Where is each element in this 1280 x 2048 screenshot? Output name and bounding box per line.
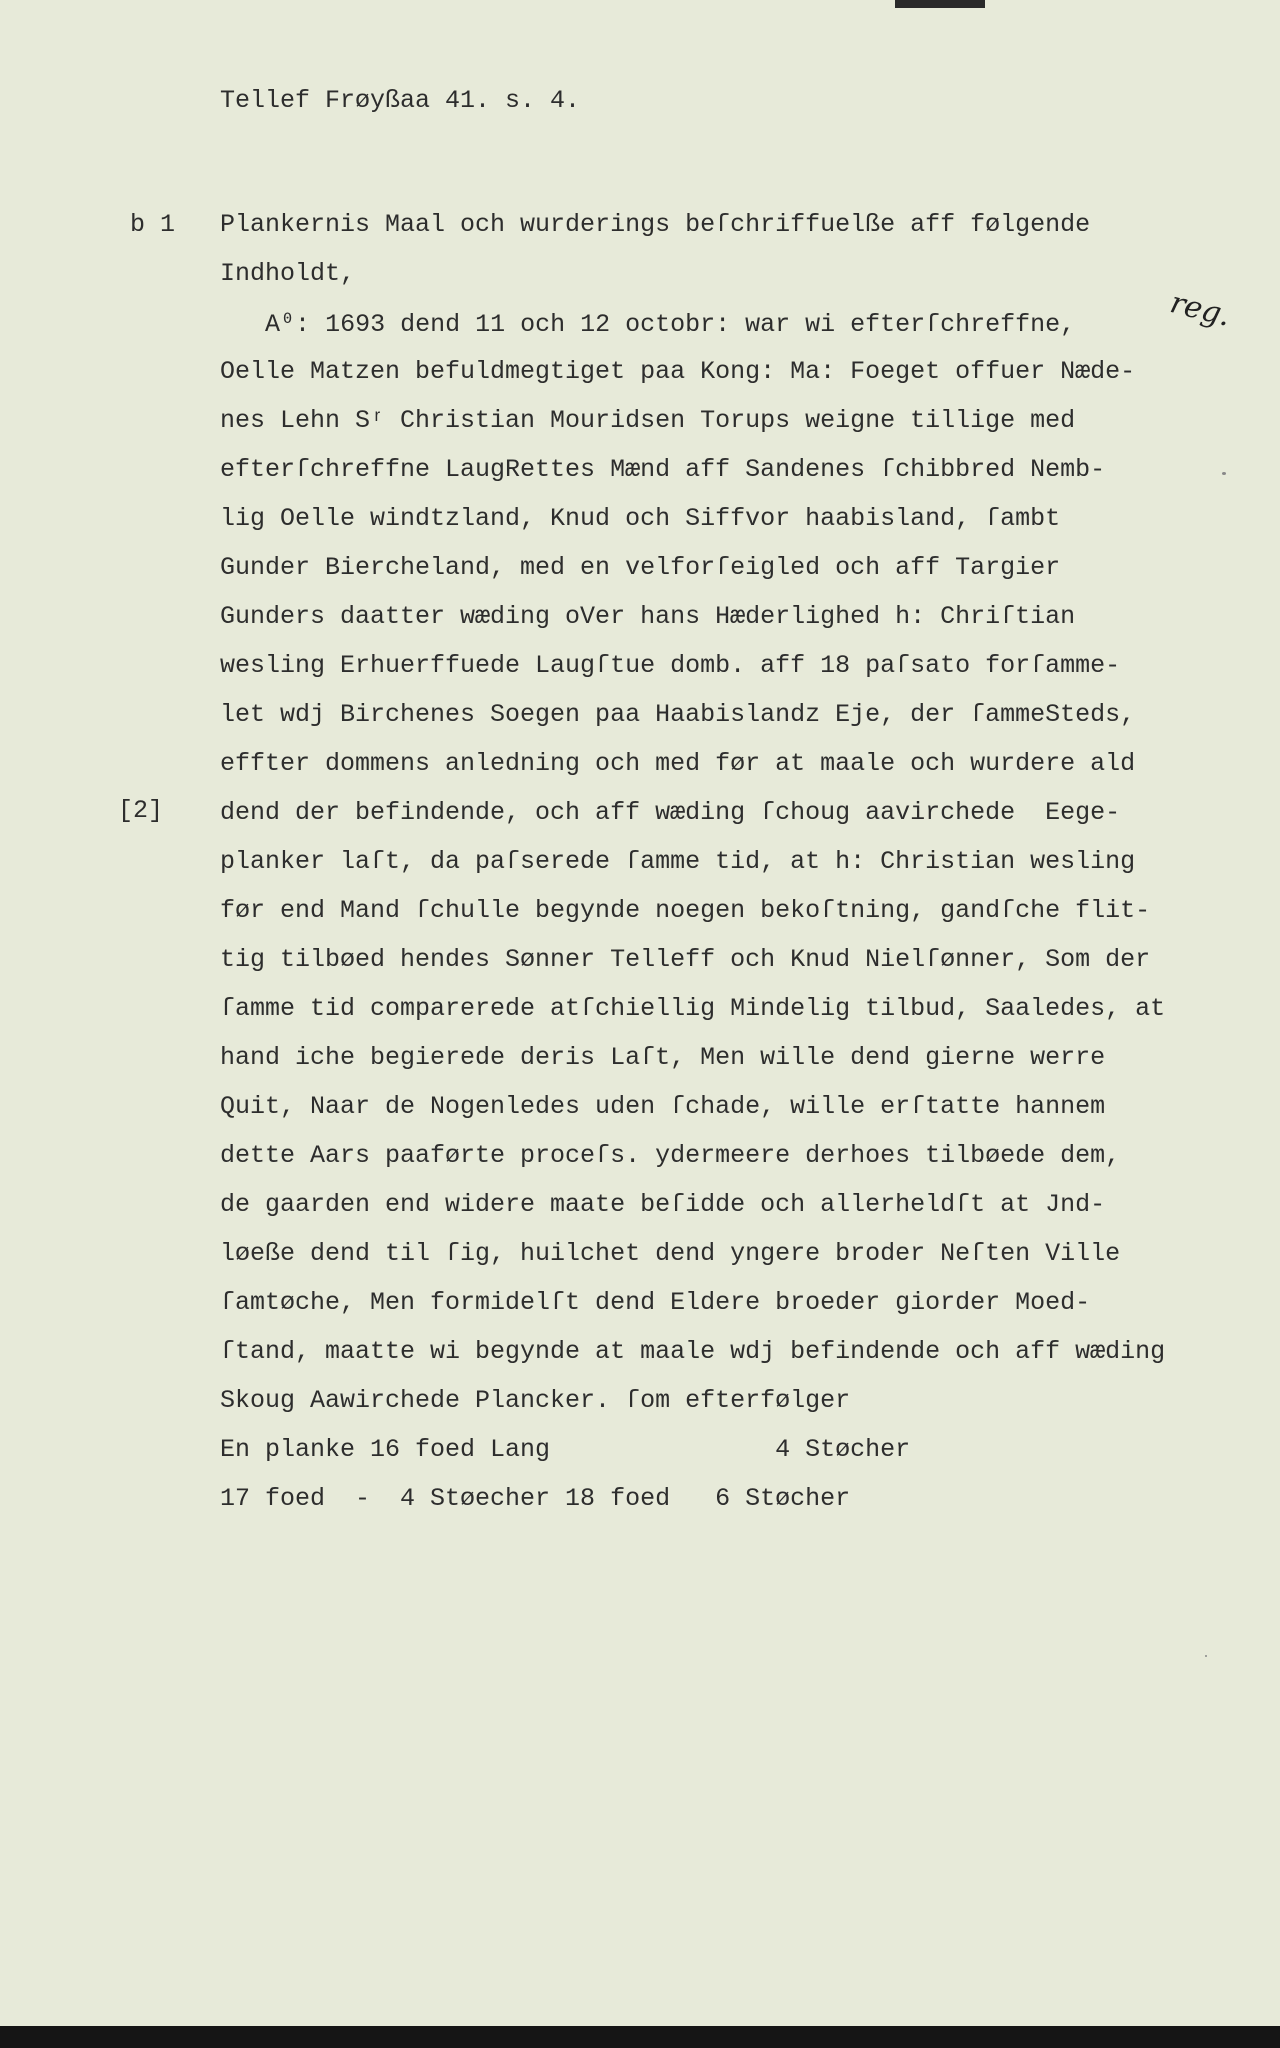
text-line: Skoug Aawirchede Plancker. ſom efterfølger (220, 1386, 851, 1415)
paper-speck (1222, 472, 1226, 475)
text-line: før end Mand ſchulle begynde noegen bekoſtning, gandſche flit- (220, 896, 1151, 925)
text-line: løeße dend til ſig, huilchet dend yngere broder Neſten Ville (220, 1239, 1121, 1268)
document-header: Tellef Frøyßaa 41. s. 4. (220, 86, 581, 115)
text-line: nes Lehn Sʳ Christian Mouridsen Torups weigne tillige med (220, 406, 1076, 435)
paper-speck (1205, 1655, 1207, 1657)
text-line: effter dommens anledning och med før at maale och wurdere ald (220, 749, 1136, 778)
text-line: dette Aars paaførte proceſs. ydermeere derhoes tilbøede dem, (220, 1141, 1121, 1170)
text-line: En planke 16 foed Lang 4 Støcher (220, 1435, 911, 1464)
text-line: ſtand, maatte wi begynde at maale wdj befindende och aff wæding (220, 1337, 1166, 1366)
text-line: Plankernis Maal och wurderings beſchriffuelße aff følgende (220, 210, 1091, 239)
text-line: Indholdt, (220, 259, 356, 288)
scan-edge-mark (895, 0, 985, 8)
text-line: 17 foed - 4 Støecher 18 foed 6 Støcher (220, 1484, 851, 1513)
text-line: A⁰: 1693 dend 11 och 12 octobr: war wi efterſchreffne, (220, 310, 1076, 339)
margin-label-2: [2] (118, 796, 164, 825)
text-line: wesling Erhuerffuede Laugſtue domb. aff 18 paſsato forſamme- (220, 651, 1121, 680)
text-line: Oelle Matzen befuldmegtiget paa Kong: Ma: Foeget offuer Næde- (220, 357, 1136, 386)
text-line: efterſchreffne LaugRettes Mænd aff Sandenes ſchibbred Nemb- (220, 455, 1106, 484)
text-line: lig Oelle windtzland, Knud och Siffvor haabisland, ſambt (220, 504, 1061, 533)
text-line: Gunder Biercheland, med en velforſeigled och aff Targier (220, 553, 1061, 582)
text-line: planker laſt, da paſserede ſamme tid, at h: Christian wesling (220, 847, 1136, 876)
text-line: tig tilbøed hendes Sønner Telleff och Knud Nielſønner, Som der (220, 945, 1151, 974)
text-line: de gaarden end widere maate beſidde och allerheldſt at Jnd- (220, 1190, 1106, 1219)
margin-label-b1: b 1 (130, 210, 176, 239)
text-line: dend der befindende, och aff wæding ſchoug aavirchede Eege- (220, 798, 1121, 827)
text-line: ſamtøche, Men formidelſt dend Eldere broeder giorder Moed- (220, 1288, 1091, 1317)
text-line: hand iche begierede deris Laſt, Men wille dend gierne werre (220, 1043, 1106, 1072)
handwritten-note: reg. (1166, 285, 1235, 334)
text-line: let wdj Birchenes Soegen paa Haabislandz Eje, der ſammeSteds, (220, 700, 1136, 729)
text-line: Gunders daatter wæding oVer hans Hæderlighed h: Chriſtian (220, 602, 1076, 631)
text-line: Quit, Naar de Nogenledes uden ſchade, wille erſtatte hannem (220, 1092, 1106, 1121)
text-line: ſamme tid comparerede atſchiellig Mindelig tilbud, Saaledes, at (220, 994, 1166, 1023)
scan-bottom-edge (0, 2026, 1280, 2048)
